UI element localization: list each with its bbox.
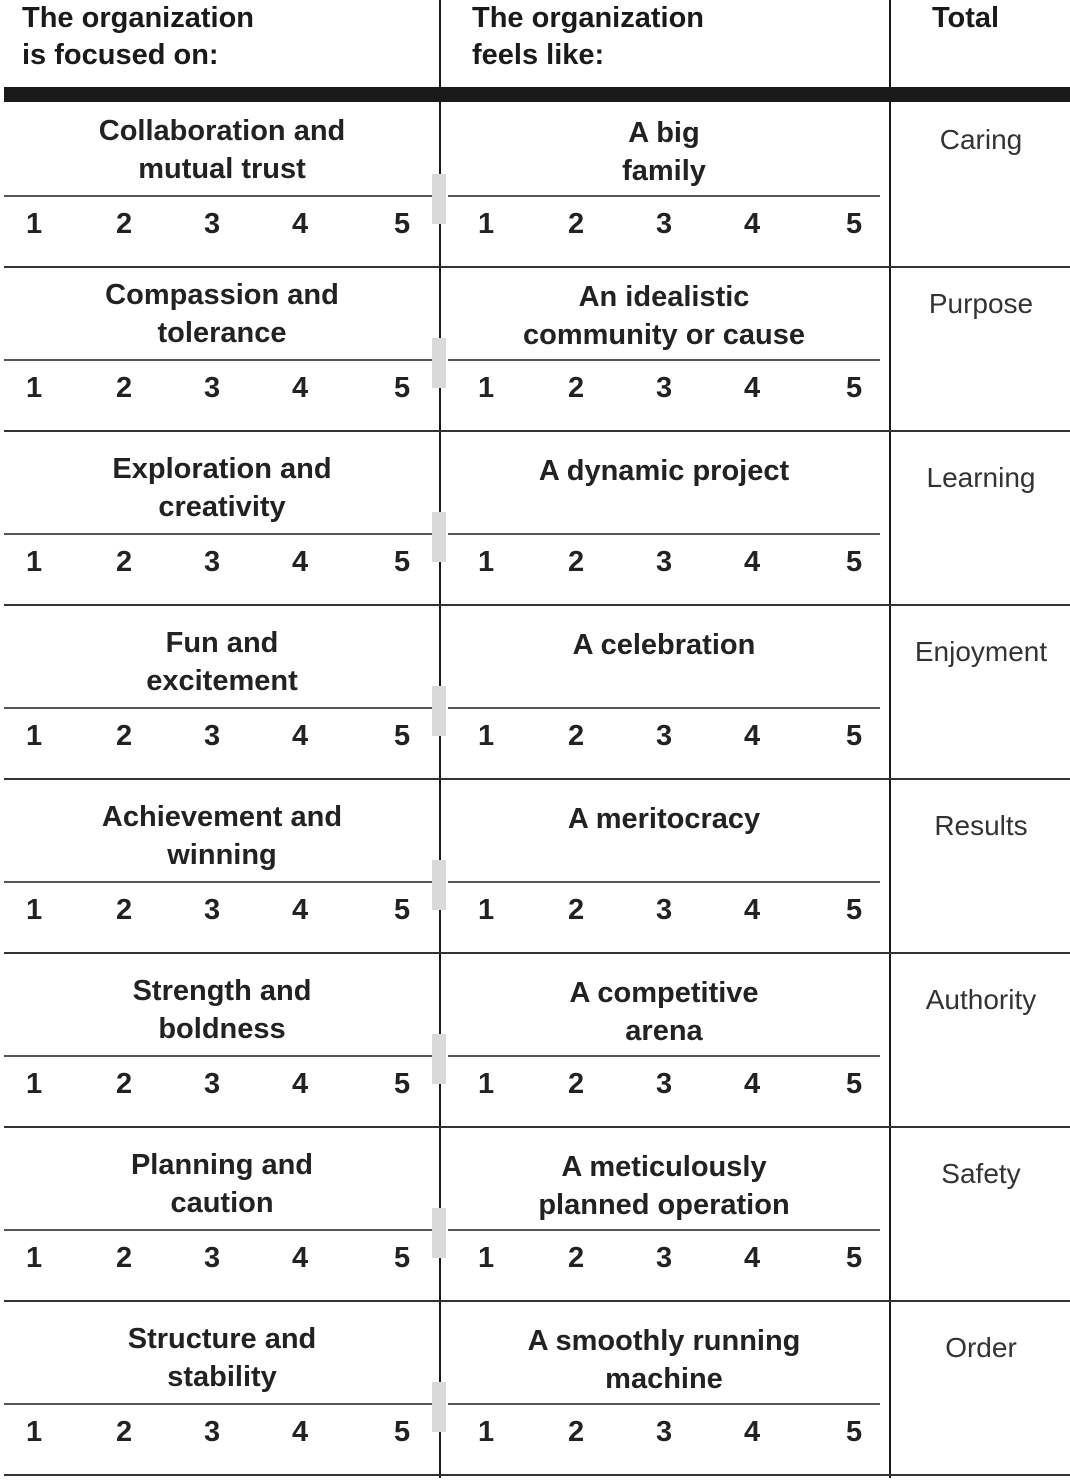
focus-rating-option[interactable]: 3 <box>204 372 221 404</box>
focus-label: Strength and boldness <box>132 975 312 1045</box>
focus-rating-option[interactable]: 4 <box>292 1068 309 1100</box>
focus-rating-option[interactable]: 5 <box>394 1242 411 1274</box>
feel-scale-separator <box>448 1403 880 1405</box>
focus-rating-option[interactable]: 2 <box>116 1416 133 1448</box>
total-category-label: Learning <box>926 462 1036 493</box>
focus-rating-option[interactable]: 5 <box>394 894 411 926</box>
feel-rating-option[interactable]: 2 <box>568 1416 585 1448</box>
focus-scale-separator <box>4 881 432 883</box>
divider-marker <box>432 1034 446 1084</box>
focus-rating-option[interactable]: 5 <box>394 546 411 578</box>
focus-rating-option[interactable]: 1 <box>26 720 43 752</box>
feel-scale-separator <box>448 707 880 709</box>
focus-label: Fun and excitement <box>146 627 298 697</box>
feel-rating-option[interactable]: 3 <box>656 546 673 578</box>
feel-rating-option[interactable]: 4 <box>744 1416 761 1448</box>
feel-rating-option[interactable]: 4 <box>744 208 761 240</box>
focus-rating-option[interactable]: 3 <box>204 208 221 240</box>
table-row <box>0 266 1070 440</box>
feel-rating-option[interactable]: 3 <box>656 720 673 752</box>
focus-rating-option[interactable]: 1 <box>26 546 43 578</box>
divider-marker <box>432 1208 446 1258</box>
focus-rating-option[interactable]: 1 <box>26 1068 43 1100</box>
total-category-label: Enjoyment <box>914 636 1048 667</box>
focus-rating-option[interactable]: 1 <box>26 372 43 404</box>
feel-rating-option[interactable]: 1 <box>478 720 495 752</box>
total-category-label: Results <box>934 810 1028 841</box>
focus-label: Compassion and tolerance <box>105 279 339 349</box>
focus-rating-option[interactable]: 3 <box>204 894 221 926</box>
focus-label: Collaboration and mutual trust <box>98 115 346 185</box>
focus-rating-option[interactable]: 1 <box>26 1242 43 1274</box>
row-divider <box>4 1300 1070 1302</box>
feel-label: A celebration <box>572 629 756 661</box>
feel-label: A smoothly running machine <box>527 1325 801 1395</box>
focus-scale-separator <box>4 707 432 709</box>
total-category-label: Safety <box>941 1158 1021 1189</box>
focus-rating-option[interactable]: 5 <box>394 1068 411 1100</box>
feel-scale-separator <box>448 359 880 361</box>
focus-rating-option[interactable]: 1 <box>26 208 43 240</box>
focus-rating-option[interactable]: 4 <box>292 1416 309 1448</box>
focus-label: Planning and caution <box>130 1149 314 1219</box>
total-category-label: Order <box>945 1332 1017 1363</box>
feel-scale-separator <box>448 881 880 883</box>
focus-rating-option[interactable]: 4 <box>292 1242 309 1274</box>
feel-label: A competitive arena <box>569 977 759 1047</box>
feel-rating-option[interactable]: 3 <box>656 1242 673 1274</box>
divider-marker <box>432 512 446 562</box>
row-divider <box>4 1126 1070 1128</box>
focus-rating-option[interactable]: 1 <box>26 1416 43 1448</box>
focus-label: Achievement and winning <box>101 801 343 871</box>
feel-rating-option[interactable]: 1 <box>478 1068 495 1100</box>
divider-marker <box>432 1382 446 1432</box>
focus-rating-option[interactable]: 2 <box>116 1242 133 1274</box>
focus-rating-option[interactable]: 5 <box>394 372 411 404</box>
feel-rating-option[interactable]: 5 <box>846 372 863 404</box>
table-row <box>0 1310 1070 1484</box>
feel-label: A big family <box>622 117 706 187</box>
focus-rating-option[interactable]: 2 <box>116 546 133 578</box>
feel-rating-option[interactable]: 5 <box>846 1068 863 1100</box>
feel-rating-option[interactable]: 3 <box>656 1068 673 1100</box>
feel-rating-option[interactable]: 4 <box>744 546 761 578</box>
feel-rating-option[interactable]: 1 <box>478 208 495 240</box>
feel-rating-option[interactable]: 1 <box>478 372 495 404</box>
feel-rating-option[interactable]: 2 <box>568 894 585 926</box>
feel-rating-option[interactable]: 4 <box>744 720 761 752</box>
row-divider <box>4 604 1070 606</box>
total-category-label: Purpose <box>928 288 1034 319</box>
table-row <box>0 962 1070 1136</box>
focus-rating-option[interactable]: 2 <box>116 894 133 926</box>
feel-rating-option[interactable]: 1 <box>478 1416 495 1448</box>
focus-rating-option[interactable]: 4 <box>292 208 309 240</box>
focus-label: Exploration and creativity <box>112 453 332 523</box>
focus-rating-option[interactable]: 5 <box>394 208 411 240</box>
feel-label: A meticulously planned operation <box>538 1151 790 1221</box>
table-row <box>0 440 1070 614</box>
row-divider <box>4 430 1070 432</box>
focus-rating-option[interactable]: 2 <box>116 720 133 752</box>
focus-scale-separator <box>4 359 432 361</box>
feel-scale-separator <box>448 1055 880 1057</box>
table-row <box>0 614 1070 788</box>
focus-rating-option[interactable]: 2 <box>116 1068 133 1100</box>
feel-rating-option[interactable]: 2 <box>568 208 585 240</box>
divider-marker <box>432 338 446 388</box>
feel-rating-option[interactable]: 5 <box>846 894 863 926</box>
focus-scale-separator <box>4 1055 432 1057</box>
focus-rating-option[interactable]: 5 <box>394 1416 411 1448</box>
feel-rating-option[interactable]: 5 <box>846 1242 863 1274</box>
focus-rating-option[interactable]: 3 <box>204 720 221 752</box>
feel-label: An idealistic community or cause <box>522 281 806 351</box>
focus-rating-option[interactable]: 1 <box>26 894 43 926</box>
focus-rating-option[interactable]: 4 <box>292 546 309 578</box>
feel-scale-separator <box>448 1229 880 1231</box>
feel-rating-option[interactable]: 3 <box>656 1416 673 1448</box>
focus-scale-separator <box>4 533 432 535</box>
feel-rating-option[interactable]: 5 <box>846 208 863 240</box>
feel-rating-option[interactable]: 4 <box>744 372 761 404</box>
focus-scale-separator <box>4 1229 432 1231</box>
focus-rating-option[interactable]: 2 <box>116 208 133 240</box>
focus-rating-option[interactable]: 3 <box>204 1242 221 1274</box>
row-divider <box>4 778 1070 780</box>
feel-rating-option[interactable]: 4 <box>744 894 761 926</box>
feel-rating-option[interactable]: 1 <box>478 894 495 926</box>
focus-rating-option[interactable]: 2 <box>116 372 133 404</box>
table-row <box>0 1136 1070 1310</box>
focus-rating-option[interactable]: 4 <box>292 372 309 404</box>
feel-scale-separator <box>448 533 880 535</box>
feel-rating-option[interactable]: 5 <box>846 546 863 578</box>
focus-rating-option[interactable]: 3 <box>204 1416 221 1448</box>
header-divider <box>4 87 1070 102</box>
table-row <box>0 102 1070 276</box>
table-row <box>0 788 1070 962</box>
feel-rating-option[interactable]: 3 <box>656 372 673 404</box>
feel-column-header: The organization feels like: <box>472 2 704 71</box>
focus-label: Structure and stability <box>127 1323 317 1393</box>
feel-rating-option[interactable]: 2 <box>568 720 585 752</box>
feel-label: A dynamic project <box>538 455 790 487</box>
feel-rating-option[interactable]: 1 <box>478 1242 495 1274</box>
feel-rating-option[interactable]: 1 <box>478 546 495 578</box>
divider-marker <box>432 686 446 736</box>
focus-rating-option[interactable]: 3 <box>204 546 221 578</box>
feel-rating-option[interactable]: 5 <box>846 720 863 752</box>
focus-column-header: The organization is focused on: <box>22 2 254 71</box>
feel-rating-option[interactable]: 4 <box>744 1068 761 1100</box>
feel-rating-option[interactable]: 2 <box>568 1242 585 1274</box>
focus-rating-option[interactable]: 4 <box>292 720 309 752</box>
focus-rating-option[interactable]: 4 <box>292 894 309 926</box>
feel-label: A meritocracy <box>567 803 761 835</box>
feel-rating-option[interactable]: 2 <box>568 1068 585 1100</box>
divider-marker <box>432 860 446 910</box>
feel-rating-option[interactable]: 2 <box>568 372 585 404</box>
row-divider <box>4 952 1070 954</box>
focus-scale-separator <box>4 195 432 197</box>
focus-scale-separator <box>4 1403 432 1405</box>
feel-rating-option[interactable]: 4 <box>744 1242 761 1274</box>
total-category-label: Authority <box>925 984 1037 1015</box>
total-column-header: Total <box>932 2 1000 34</box>
feel-scale-separator <box>448 195 880 197</box>
feel-rating-option[interactable]: 3 <box>656 208 673 240</box>
focus-rating-option[interactable]: 3 <box>204 1068 221 1100</box>
row-divider <box>4 1474 1070 1476</box>
divider-marker <box>432 174 446 224</box>
feel-rating-option[interactable]: 5 <box>846 1416 863 1448</box>
feel-rating-option[interactable]: 2 <box>568 546 585 578</box>
focus-rating-option[interactable]: 5 <box>394 720 411 752</box>
feel-rating-option[interactable]: 3 <box>656 894 673 926</box>
total-category-label: Caring <box>939 124 1023 155</box>
